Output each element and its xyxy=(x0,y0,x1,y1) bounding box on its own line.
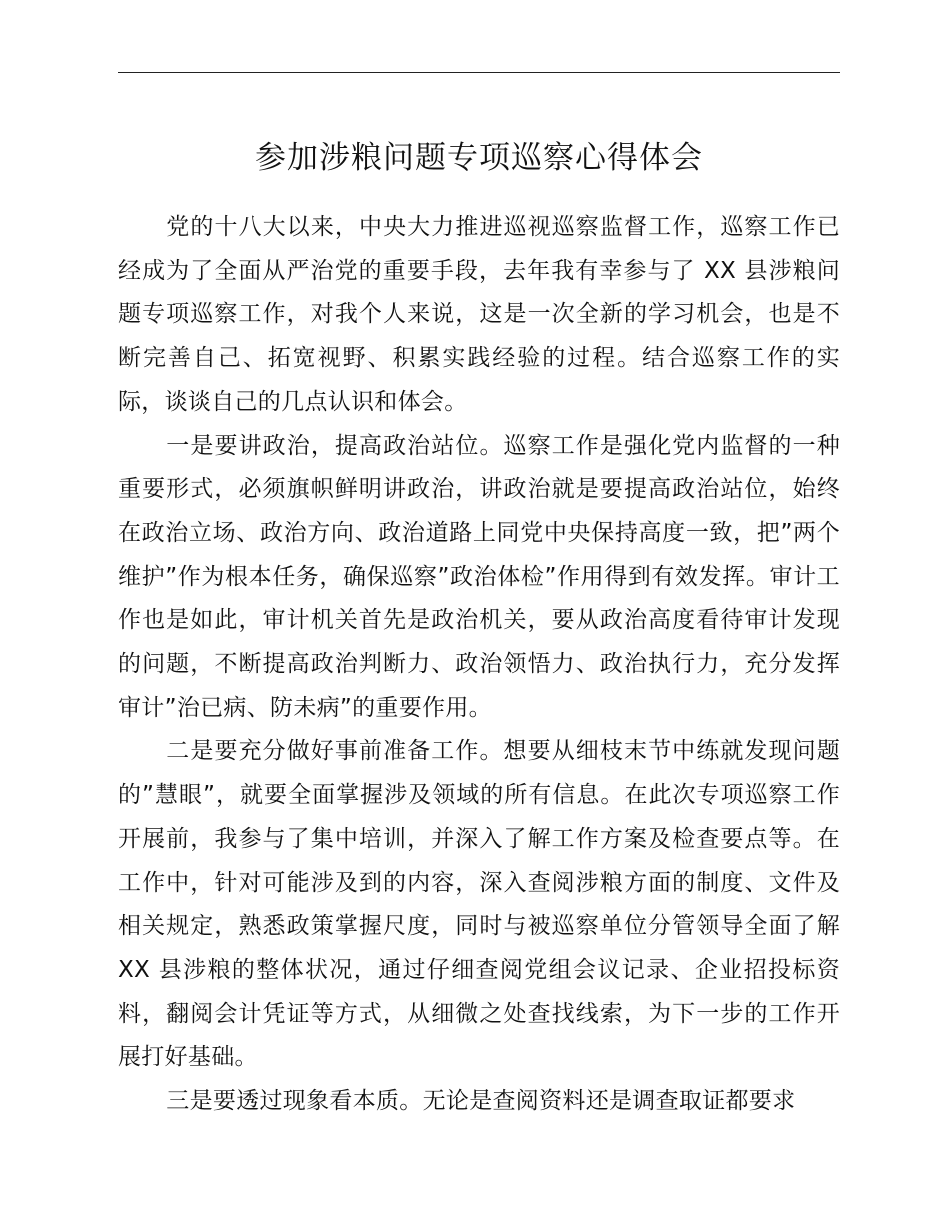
paragraph-intro: 党的十八大以来，中央大力推进巡视巡察监督工作，巡察工作已经成为了全面从严治党的重要手段，去年我有幸参与了 XX 县涉粮问题专项巡察工作，对我个人来说，这是一次全新的学习机会，也是不断完善自己、拓宽视野、积累实践经验的过程。结合巡察工作的实际，谈谈自己的几点认识和体会。 xyxy=(118,214,840,415)
document-body xyxy=(118,206,840,1124)
header-rule xyxy=(118,72,840,73)
paragraph-point-one: 一是要讲政治，提高政治站位。巡察工作是强化党内监督的一种重要形式，必须旗帜鲜明讲政治，讲政治就是要提高政治站位，始终在政治立场、政治方向、政治道路上同党中央保持高度一致，把”两个维护”作为根本任务，确保巡察”政治体检”作用得到有效发挥。审计工作也是如此，审计机关首先是政治机关，要从政治高度看待审计发现的问题，不断提高政治判断力、政治领悟力、政治执行力，充分发挥审计”治已病、防未病”的重要作用。 xyxy=(118,432,840,721)
document-title: 参加涉粮问题专项巡察心得体会 xyxy=(255,140,703,176)
paragraph-point-three: 三是要透过现象看本质。无论是查阅资料还是调查取证都要求 xyxy=(166,1088,796,1115)
paragraph-point-two: 二是要充分做好事前准备工作。想要从细枝末节中练就发现问题的”慧眼”，就要全面掌握涉及领域的所有信息。在此次专项巡察工作开展前，我参与了集中培训，并深入了解工作方案及检查要点等。在工作中，针对可能涉及到的内容，深入查阅涉粮方面的制度、文件及相关规定，熟悉政策掌握尺度，同时与被巡察单位分管领导全面了解 XX 县涉粮的整体状况，通过仔细查阅党组会议记录、企业招投标资料，翻阅会计凭证等方式，从细微之处查找线索，为下一步的工作开展打好基础。 xyxy=(118,738,840,1071)
